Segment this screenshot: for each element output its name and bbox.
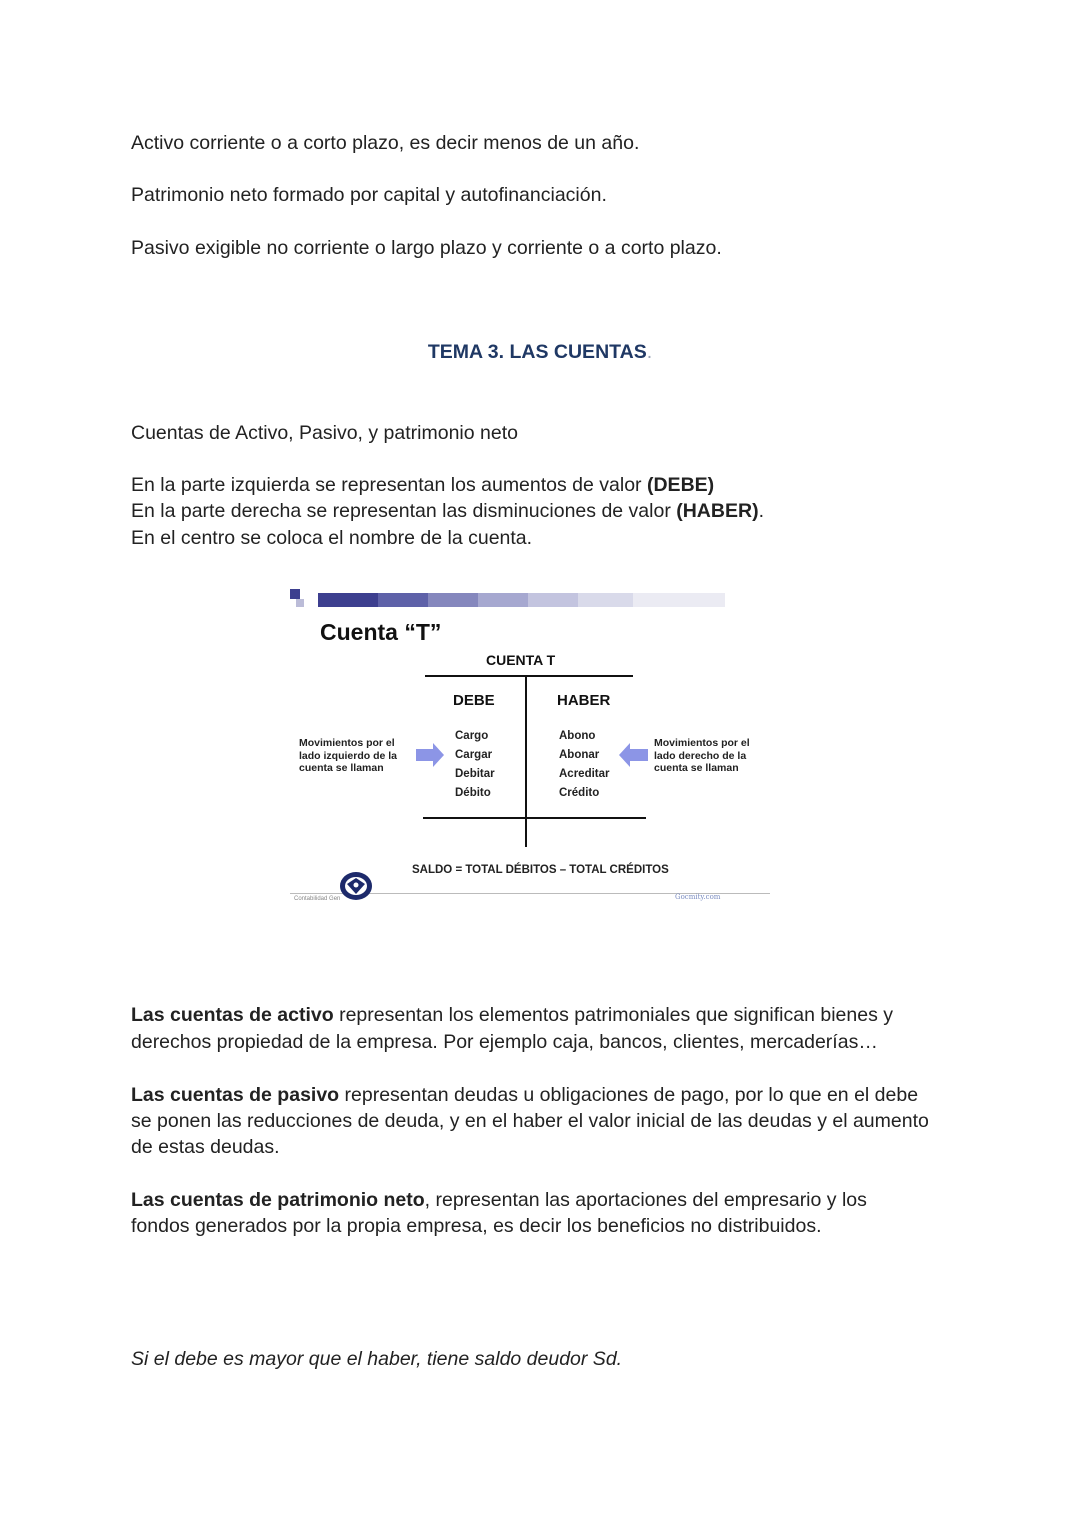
def-activo-line2: derechos propiedad de la empresa. Por ejemplo caja, bancos, clientes, mercaderías… xyxy=(131,1031,878,1053)
paragraph-cuentas-intro: Cuentas de Activo, Pasivo, y patrimonio neto xyxy=(131,422,518,444)
header-band xyxy=(528,593,578,607)
def-patrimonio-line1 xyxy=(131,1187,867,1213)
rule-derecha xyxy=(131,498,764,524)
header-band xyxy=(378,593,428,607)
logo-icon xyxy=(338,870,374,904)
header-band xyxy=(428,593,478,607)
header-band xyxy=(578,593,633,607)
left-note: Movimientos por el lado izquierdo de la cuenta se llaman xyxy=(299,737,398,774)
debe-item: Cargo xyxy=(455,730,489,742)
haber-item: Crédito xyxy=(559,787,600,799)
rule-centro: En el centro se coloca el nombre de la cuenta. xyxy=(131,527,533,549)
section-title-text: TEMA 3. LAS CUENTAS xyxy=(427,341,647,363)
debe-item: Debitar xyxy=(455,768,495,780)
saldo-deudor-note: Si el debe es mayor que el haber, tiene saldo deudor Sd. xyxy=(131,1348,623,1370)
def-pasivo-bold: Las cuentas de pasivo xyxy=(131,1084,340,1106)
paragraph-patrimonio-neto: Patrimonio neto formado por capital y autofinanciación. xyxy=(131,184,607,206)
footer-left-text: Contabilidad Gen xyxy=(294,896,341,902)
t-account-figure xyxy=(288,586,772,910)
debe-item: Débito xyxy=(455,787,491,799)
band-square-icon xyxy=(296,599,304,607)
header-band xyxy=(478,593,528,607)
cuenta-t-label: CUENTA T xyxy=(486,652,556,668)
band-square-icon xyxy=(290,589,300,599)
debe-item: Cargar xyxy=(455,749,493,761)
t-top-line xyxy=(425,675,633,677)
def-patrimonio-text: , representan las aportaciones del empresario y los xyxy=(424,1189,867,1211)
def-pasivo-text: representan deudas u obligaciones de pago, por lo que en el debe xyxy=(339,1084,919,1106)
left-arrow-icon xyxy=(618,743,648,767)
paragraph-pasivo-exigible: Pasivo exigible no corriente o largo plazo y corriente o a corto plazo. xyxy=(131,237,722,259)
haber-item: Abono xyxy=(559,730,596,742)
def-activo-line1 xyxy=(131,1002,893,1028)
def-pasivo-line1 xyxy=(131,1082,918,1108)
rule-derecha-end: . xyxy=(758,500,764,522)
right-arrow-icon xyxy=(416,743,446,767)
rule-izquierda-text: En la parte izquierda se representan los aumentos de valor xyxy=(131,474,647,496)
def-patrimonio-bold: Las cuentas de patrimonio neto xyxy=(131,1189,425,1211)
def-patrimonio-line2: fondos generados por la propia empresa, es decir los beneficios no distribuidos. xyxy=(131,1215,822,1237)
section-title xyxy=(0,341,1080,364)
def-activo-bold: Las cuentas de activo xyxy=(131,1004,334,1026)
figure-heading: Cuenta “T” xyxy=(320,619,442,645)
right-note: Movimientos por el lado derecho de la cuenta se llaman xyxy=(654,737,750,774)
rule-izquierda-bold: (DEBE) xyxy=(646,474,715,496)
haber-header: HABER xyxy=(557,692,611,709)
header-band xyxy=(633,593,725,607)
saldo-formula: SALDO = TOTAL DÉBITOS – TOTAL CRÉDITOS xyxy=(412,864,669,876)
haber-item: Acreditar xyxy=(559,768,610,780)
rule-izquierda xyxy=(131,472,714,498)
def-pasivo-line3: de estas deudas. xyxy=(131,1136,280,1158)
debe-header: DEBE xyxy=(453,692,495,709)
section-title-dot: . xyxy=(646,341,653,363)
rule-derecha-bold: (HABER) xyxy=(676,500,759,522)
t-vertical-line xyxy=(525,675,527,847)
header-band xyxy=(318,593,378,607)
t-bottom-line xyxy=(423,817,646,819)
footer-right-text: Gocmity.com xyxy=(675,893,721,901)
rule-derecha-text: En la parte derecha se representan las disminuciones de valor xyxy=(131,500,677,522)
haber-item: Abonar xyxy=(559,749,600,761)
paragraph-activo-corriente: Activo corriente o a corto plazo, es decir menos de un año. xyxy=(131,132,640,154)
def-activo-text: representan los elementos patrimoniales que significan bienes y xyxy=(333,1004,893,1026)
def-pasivo-line2: se ponen las reducciones de deuda, y en el haber el valor inicial de las deudas y el aumento xyxy=(131,1110,929,1132)
